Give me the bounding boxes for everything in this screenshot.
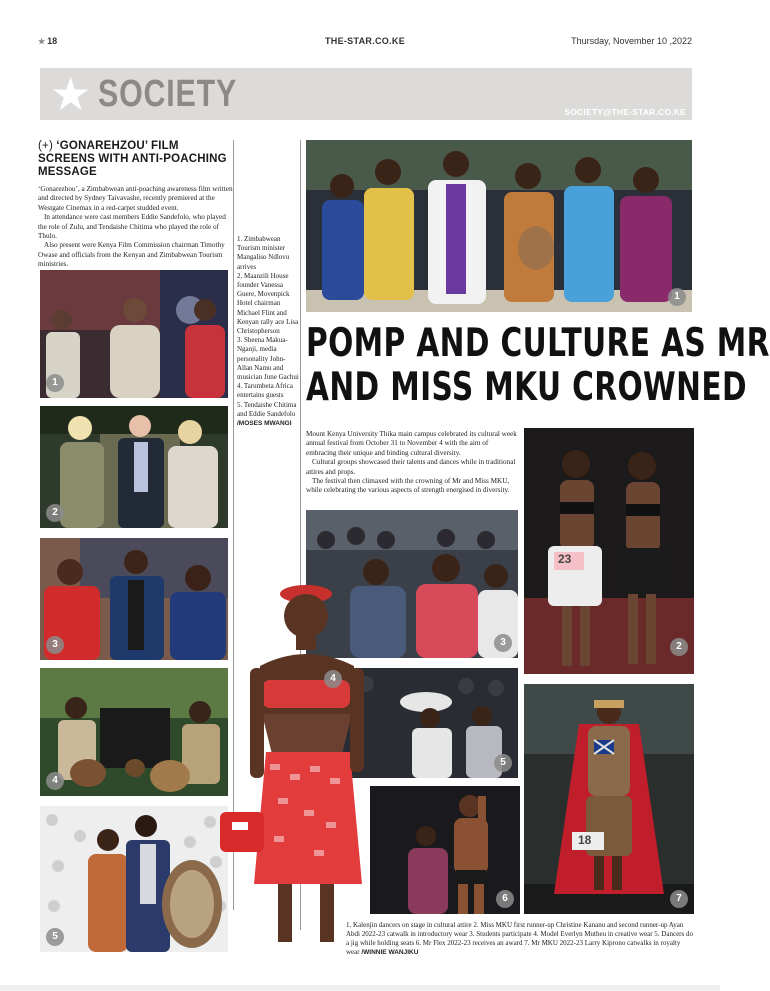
photo-number: 5 <box>494 754 512 772</box>
caption-item: 5. Tendaishe Chitima and Eddie Sandefolo <box>237 400 297 418</box>
photo-number: 3 <box>46 636 64 654</box>
left-story-body <box>38 185 233 270</box>
photo-mr-mku-royalty <box>524 684 694 914</box>
photo-red-carpet-greeting <box>40 270 228 398</box>
photo-number: 2 <box>670 638 688 656</box>
photo-number: 4 <box>324 670 342 688</box>
photo-image <box>40 668 228 796</box>
left-story <box>38 140 233 270</box>
photo-image <box>524 684 694 914</box>
photo-number: 6 <box>496 890 514 908</box>
main-story-caption <box>346 921 694 957</box>
left-story-title <box>38 140 233 179</box>
photo-image <box>40 538 228 660</box>
photo-image <box>306 140 692 312</box>
section-title: SOCIETY <box>98 73 238 115</box>
left-story-captions <box>237 235 299 428</box>
caption-item: 4. Tarumbeta Africa entertains guests <box>237 382 293 400</box>
star-icon: ★ <box>38 37 46 46</box>
kicker-plus: (+) <box>38 140 53 152</box>
photo-media-personalities <box>40 538 228 660</box>
photo-drummers <box>40 668 228 796</box>
photo-runner-ups-catwalk <box>524 428 694 674</box>
photo-image <box>524 428 694 674</box>
caption-item: 2. Maanzili House founder Vanessa Guere, Movenpick Hotel chairman Michael Flint and Kenyan rally ace Lisa Christopherson <box>237 271 299 336</box>
left-story-headline: ‘GONAREHZOU’ FILM SCREENS WITH ANTI-POACHING MESSAGE <box>38 140 227 178</box>
paragraph: Cultural groups showcased their talents and dances while in traditional attires and props. <box>306 458 516 476</box>
photo-image <box>214 584 394 946</box>
section-email: SOCIETY@THE-STAR.CO.KE <box>564 107 686 117</box>
page-number: ★ 18 <box>38 36 58 46</box>
main-story-body <box>306 430 518 496</box>
issue-date: Thursday, November 10 ,2022 <box>571 36 692 46</box>
photo-credit: /MOSES MWANGI <box>237 420 292 428</box>
photo-model-creative-wear <box>214 584 394 946</box>
paragraph: In attendance were cast members Eddie Sandefolo, who played the role of Zulu, and Tendaishe Chitima who played the role of Thulo. <box>38 213 226 241</box>
caption-text: 1. Kalenjin dancers on stage in cultural attire 2. Miss MKU first runner-up Christine Kananu and second runner-up Ayan Abdi 2022-23 catwalk in introductory wear 3. Students participate 4. Model Everlyn Mutheu in creative wear 5. Dancers do a jig while holding seats 6. Mr Flex 2022-23 receives an award 7. Mr MKU 2022-23 Larry Kiprono catwalks in royalty wear <box>346 921 693 956</box>
star-icon: ★ <box>50 67 92 121</box>
main-headline <box>306 321 770 410</box>
photo-number: 4 <box>46 772 64 790</box>
photo-number: 7 <box>670 890 688 908</box>
photo-guests-trio <box>40 406 228 528</box>
photo-number: 1 <box>668 288 686 306</box>
paragraph: ‘Gonarezhou’, a Zimbabwean anti-poaching awareness film written and directed by Sydney Taivavashe, recently premiered at the Westgate Cinemax in a red-carpet studded event. <box>38 185 233 212</box>
paragraph: Also present were Kenya Film Commission chairman Timothy Owase and officials from the Kenyan and Zimbabwean Tourism ministries. <box>38 241 225 269</box>
photo-kalenjin-dancers <box>306 140 692 312</box>
contestant-number: 23 <box>558 552 572 566</box>
site-name: THE-STAR.CO.KE <box>324 36 406 46</box>
photo-number: 3 <box>494 634 512 652</box>
photo-number: 1 <box>46 374 64 392</box>
caption-item: 3. Sheena Makua- Nganji, media personality John-Allan Namu and musician June Gachui <box>237 336 299 382</box>
page-header <box>38 34 692 50</box>
headline-line: AND MISS MKU CROWNED <box>306 365 747 410</box>
caption-item: 1. Zimbabwean Tourism minister Mangaliso Ndlovu arrives <box>237 235 290 271</box>
contestant-number: 18 <box>578 833 592 847</box>
photo-credit: /WINNIE WANJIKU <box>361 949 419 956</box>
paragraph: Mount Kenya University Thika main campus celebrated its cultural week annual festival from October 31 to November 4 with the aim of embracing their unique and binding cultural diversity. <box>306 430 517 457</box>
photo-cast-members <box>40 806 228 952</box>
headline-line: POMP AND CULTURE AS MR <box>306 321 770 366</box>
page-footer-strip <box>0 985 720 991</box>
section-banner <box>40 68 692 120</box>
photo-number: 2 <box>46 504 64 522</box>
paragraph: The festival then climaxed with the crowning of Mr and Miss MKU, while celebrating the various aspects of strength energised in diversity. <box>306 477 510 495</box>
photo-image <box>40 806 228 952</box>
photo-image <box>40 270 228 398</box>
photo-image <box>40 406 228 528</box>
photo-number: 5 <box>46 928 64 946</box>
